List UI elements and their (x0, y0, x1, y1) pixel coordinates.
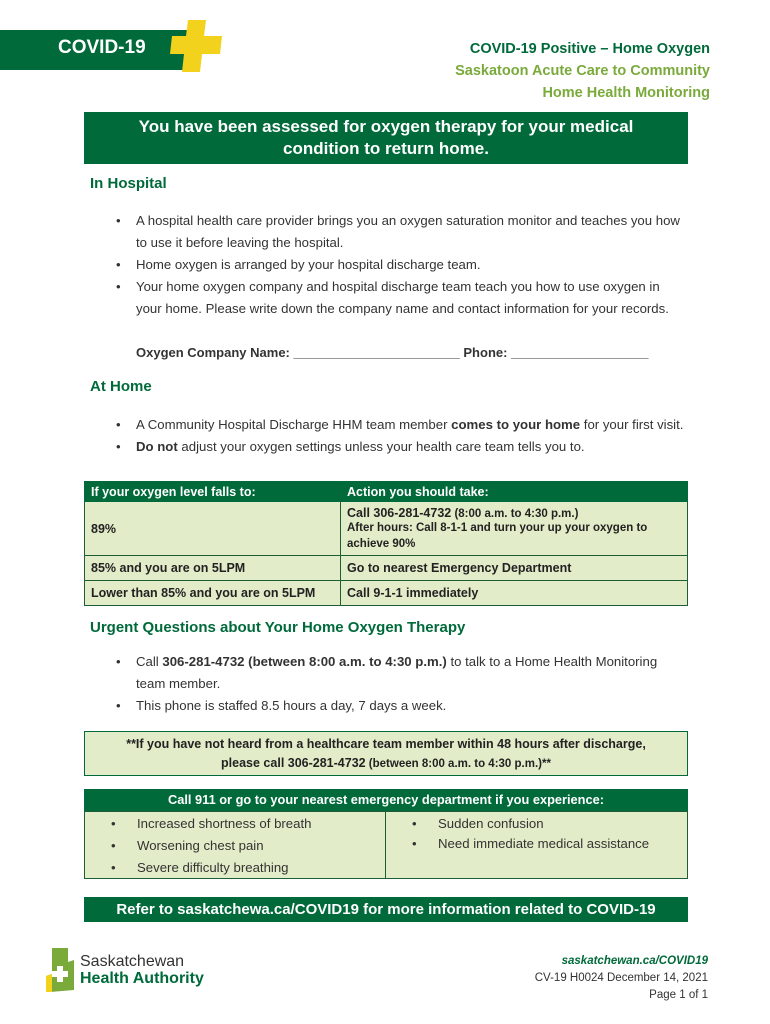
covid-tag: COVID-19 (0, 30, 192, 70)
plus-cross-icon (168, 18, 224, 74)
column-header: Action you should take: (341, 482, 688, 502)
list-item: • Increased shortness of breath (85, 813, 385, 835)
table-cell: 85% and you are on 5LPM (85, 556, 341, 581)
in-hospital-heading: In Hospital (90, 175, 167, 192)
table-cell: Call 306-281-4732 (8:00 a.m. to 4:30 p.m.) After hours: Call 8-1-1 and turn your up your oxygen to achieve 90% (341, 502, 688, 556)
header-title: COVID-19 Positive – Home Oxygen (469, 41, 710, 57)
list-item: • Need immediate medical assistance (386, 834, 688, 854)
list-item: • A hospital health care provider brings you an oxygen saturation monitor and teaches you how to use it before leaving the hospital. (112, 210, 684, 254)
list-item: • Your home oxygen company and hospital discharge team teach you how to use oxygen in your home. Please write down the company name and contact information for your records. (112, 276, 684, 320)
svg-text:Saskatchewan: Saskatchewan (80, 953, 185, 970)
table-cell: 89% (85, 502, 341, 556)
refer-banner: Refer to saskatchewa.ca/COVID19 for more information related to COVID-19 (84, 897, 688, 922)
svg-text:Health Authority: Health Authority (80, 970, 204, 987)
urgent-questions-heading: Urgent Questions about Your Home Oxygen Therapy (90, 619, 466, 636)
oxygen-company-form-line: Oxygen Company Name: _______________________ Phone: ___________________ (136, 345, 649, 360)
no-contact-warning: **If you have not heard from a healthcare team member within 48 hours after discharge, please call 306-281-4732 (between 8:00 a.m. to 4:30 p.m.)** (84, 731, 688, 776)
at-home-list (112, 416, 684, 460)
urgent-list (112, 651, 684, 717)
in-hospital-list (112, 210, 684, 320)
table-header-row (85, 482, 688, 502)
emergency-symptoms-box (84, 811, 688, 879)
oxygen-level-table (84, 481, 688, 606)
table-cell: Lower than 85% and you are on 5LPM (85, 581, 341, 606)
assessment-banner: You have been assessed for oxygen therapy for your medical condition to return home. (84, 112, 688, 164)
list-item: • A Community Hospital Discharge HHM team member comes to your home for your first visit. (112, 416, 684, 433)
document-header (455, 38, 710, 104)
list-item: • This phone is staffed 8.5 hours a day, 7 days a week. (112, 695, 684, 717)
page-number: Page 1 of 1 (649, 989, 708, 1001)
document-code: CV-19 H0024 December 14, 2021 (534, 972, 708, 984)
column-header: If your oxygen level falls to: (85, 482, 341, 502)
table-row (85, 502, 688, 556)
table-row (85, 556, 688, 581)
footer-url: saskatchewan.ca/COVID19 (561, 955, 708, 967)
emergency-heading: Call 911 or go to your nearest emergency department if you experience: (84, 789, 688, 811)
table-row (85, 581, 688, 606)
saskatchewan-health-authority-logo (44, 946, 244, 994)
at-home-heading: At Home (90, 378, 152, 395)
header-subtitle-1: Saskatoon Acute Care to Community (455, 63, 710, 79)
list-item: • Sudden confusion (386, 814, 688, 834)
table-cell: Call 9-1-1 immediately (341, 581, 688, 606)
list-item: • Call 306-281-4732 (between 8:00 a.m. to 4:30 p.m.) to talk to a Home Health Monitoring team member. (112, 651, 684, 695)
symptoms-left-column (85, 812, 386, 878)
list-item: • Severe difficulty breathing (85, 857, 385, 879)
list-item: • Do not adjust your oxygen settings unless your health care team tells you to. (112, 438, 684, 455)
symptoms-right-column (386, 812, 688, 878)
table-cell: Go to nearest Emergency Department (341, 556, 688, 581)
header-subtitle-2: Home Health Monitoring (542, 85, 710, 101)
footer (535, 953, 708, 1004)
list-item: • Home oxygen is arranged by your hospital discharge team. (112, 254, 684, 276)
list-item: • Worsening chest pain (85, 835, 385, 857)
